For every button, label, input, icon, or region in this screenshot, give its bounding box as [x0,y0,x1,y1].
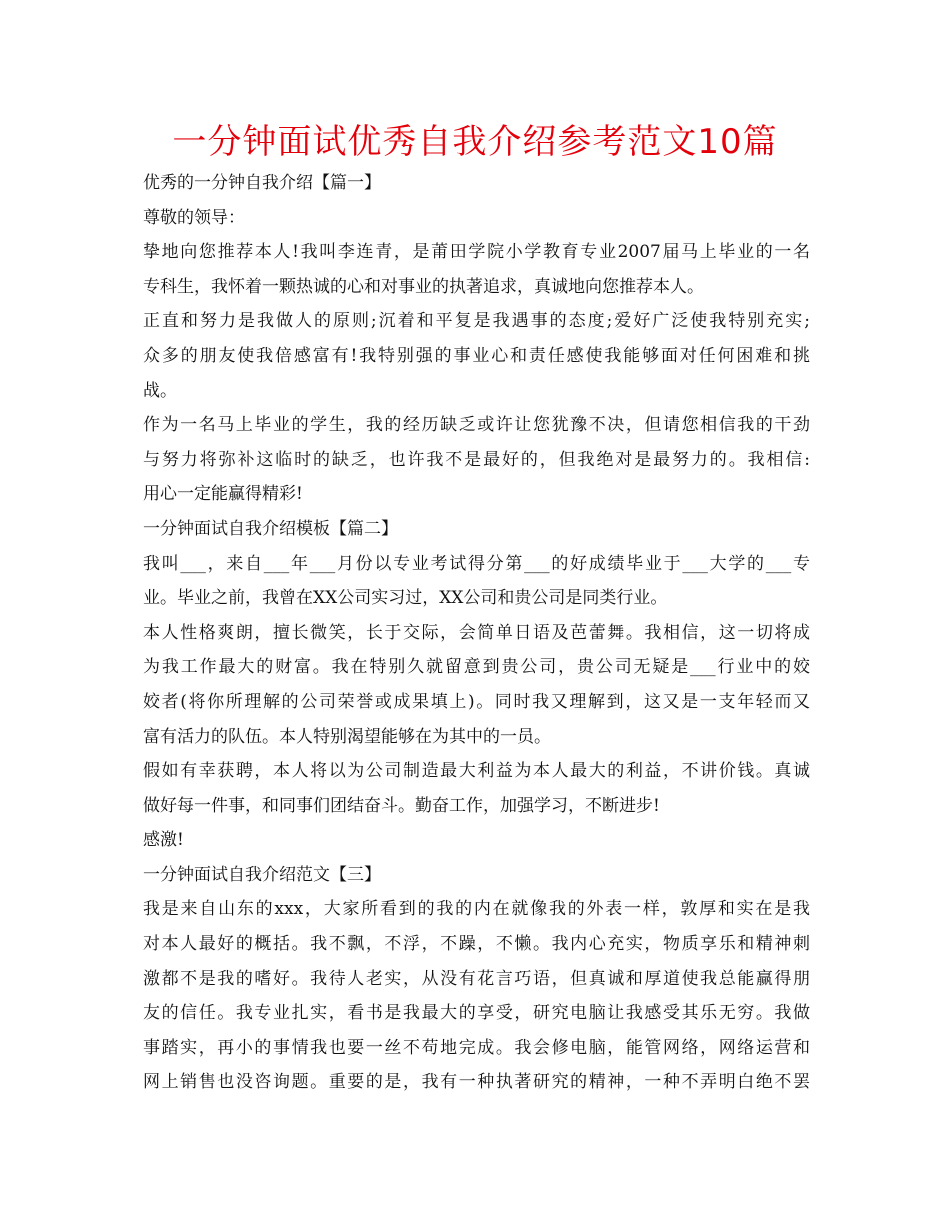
document-title: 一分钟面试优秀自我介绍参考范文10篇 [172,122,778,162]
text-line: 网上销售也没咨询题。重要的是，我有一种执著研究的精神，一种不弄明白绝不罢 [143,1072,810,1093]
text-line: 做好每一件事，和同事们团结奋斗。勤奋工作，加强学习，不断进步! [143,795,660,816]
text-line: 激都不是我的嗜好。我待人老实，从没有花言巧语，但真诚和厚道使我总能赢得朋 [143,968,810,989]
text-line: 为我工作最大的财富。我在特别久就留意到贵公司，贵公司无疑是___行业中的姣 [143,657,810,678]
text-line: 业。毕业之前，我曾在XX公司实习过，XX公司和贵公司是同类行业。 [143,588,668,609]
text-line: 专科生，我怀着一颗热诚的心和对事业的执著追求，真诚地向您推荐本人。 [143,276,704,297]
text-line: 与努力将弥补这临时的缺乏，也许我不是最好的，但我绝对是最努力的。我相信: [143,449,810,470]
text-line: 众多的朋友使我倍感富有!我特别强的事业心和责任感使我能够面对任何困难和挑 [143,345,810,366]
text-line: 一分钟面试自我介绍范文【三】 [143,864,381,885]
text-line: 用心一定能赢得精彩! [143,484,303,505]
text-line: 对本人最好的概括。我不飘，不浮，不躁，不懒。我内心充实，物质享乐和精神刺 [143,934,810,955]
text-line: 友的信任。我专业扎实，看书是我最大的享受，研究电脑让我感受其乐无穷。我做 [143,1003,810,1024]
text-line: 富有活力的队伍。本人特别渴望能够在为其中的一员。 [143,726,551,747]
text-line: 本人性格爽朗，擅长微笑，长于交际，会简单日语及芭蕾舞。我相信，这一切将成 [143,622,810,643]
text-line: 作为一名马上毕业的学生，我的经历缺乏或许让您犹豫不决，但请您相信我的干劲 [143,415,810,436]
text-line: 战。 [143,380,177,401]
text-line: 我是来自山东的xxx，大家所看到的我的内在就像我的外表一样，敦厚和实在是我 [143,899,810,920]
text-line: 假如有幸获聘，本人将以为公司制造最大利益为本人最大的利益，不讲价钱。真诚 [143,761,810,782]
text-line: 我叫___，来自___年___月份以专业考试得分第___的好成绩毕业于___大学的___专 [143,553,810,574]
text-line: 感激! [143,830,184,851]
text-line: 事踏实，再小的事情我也要一丝不苟地完成。我会修电脑，能管网络，网络运营和 [143,1037,810,1058]
document-body [143,166,810,1100]
text-line: 正直和努力是我做人的原则;沉着和平复是我遇事的态度;爱好广泛使我特别充实; [143,311,810,332]
text-line: 尊敬的领导： [143,207,245,228]
text-line: 一分钟面试自我介绍模板【篇二】 [143,518,398,539]
text-line: 挚地向您推荐本人!我叫李连青，是莆田学院小学教育专业2007届马上毕业的一名 [143,242,810,263]
text-line: 优秀的一分钟自我介绍【篇一】 [143,173,381,193]
text-line: 姣者(将你所理解的公司荣誉或成果填上)。同时我又理解到，这又是一支年轻而又 [143,691,810,712]
